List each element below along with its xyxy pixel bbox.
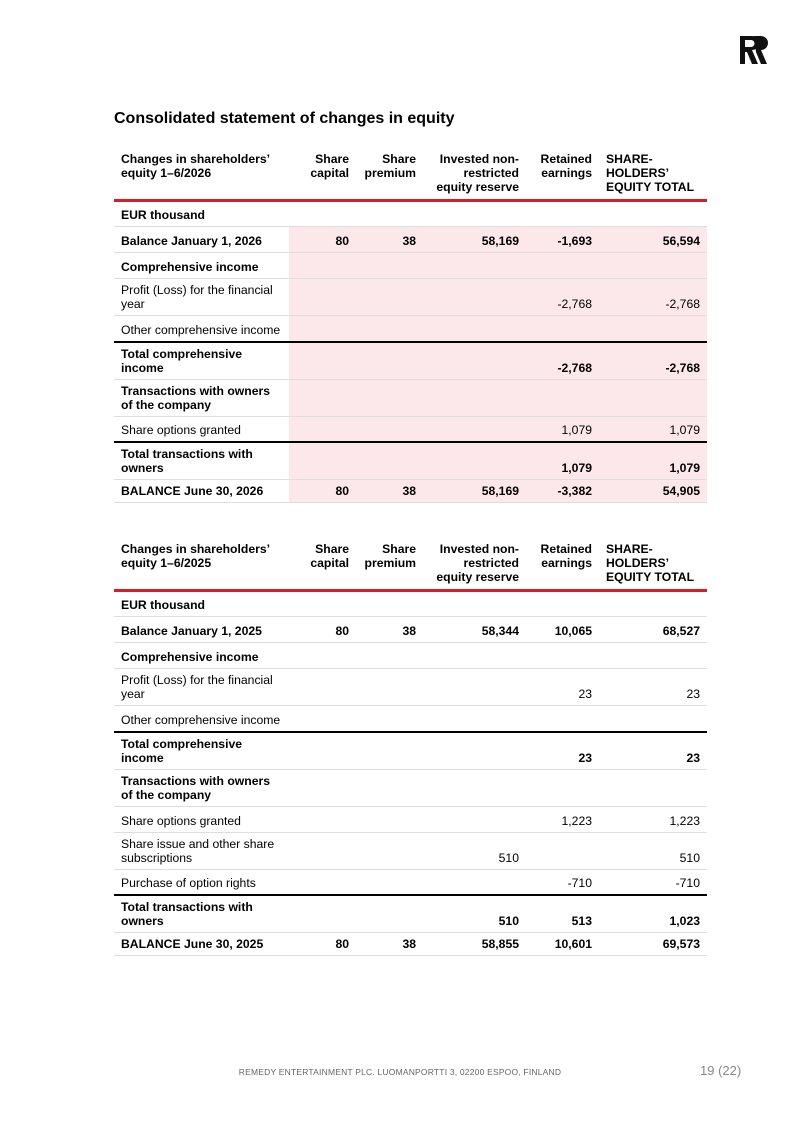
- cell-value: 56,594: [599, 227, 707, 253]
- table-row: [114, 669, 707, 706]
- column-header: Changes in shareholders’ equity 1–6/2025: [114, 538, 289, 591]
- row-label: Purchase of option rights: [114, 869, 289, 895]
- table-row: [114, 732, 707, 770]
- column-header: Share premium: [356, 538, 423, 591]
- cell-value: 58,169: [423, 480, 526, 503]
- row-label: BALANCE June 30, 2025: [114, 933, 289, 956]
- cell-value: 80: [289, 933, 356, 956]
- row-label: EUR thousand: [114, 201, 289, 227]
- table-row: [114, 253, 707, 279]
- equity-table-2025: [114, 538, 707, 956]
- cell-value: 38: [356, 617, 423, 643]
- table-row: [114, 869, 707, 895]
- table-row: [114, 617, 707, 643]
- cell-value: 1,223: [599, 806, 707, 832]
- cell-value: 68,527: [599, 617, 707, 643]
- page-number: 19 (22): [700, 1063, 742, 1078]
- cell-value: 38: [356, 480, 423, 503]
- page-footer: REMEDY ENTERTAINMENT PLC. LUOMANPORTTI 3, 02200 ESPOO, FINLAND: [238, 1067, 562, 1077]
- row-label: BALANCE June 30, 2026: [114, 480, 289, 503]
- table-header-row: [114, 148, 707, 201]
- cell-value: 1,079: [526, 416, 599, 442]
- table-row: [114, 806, 707, 832]
- cell-value: 510: [423, 895, 526, 933]
- cell-value: 69,573: [599, 933, 707, 956]
- table-row: [114, 342, 707, 380]
- cell-value: 23: [526, 732, 599, 770]
- table-row: [114, 227, 707, 253]
- table-row: [114, 201, 707, 227]
- table-row: [114, 832, 707, 869]
- cell-value: 1,023: [599, 895, 707, 933]
- table-header-row: [114, 538, 707, 591]
- table-row: [114, 442, 707, 480]
- row-label: Total comprehensive income: [114, 732, 289, 770]
- table-row: [114, 379, 707, 416]
- column-header: Retained earnings: [526, 148, 599, 201]
- table-row: [114, 279, 707, 316]
- cell-value: -1,693: [526, 227, 599, 253]
- row-label: Comprehensive income: [114, 253, 289, 279]
- cell-value: 80: [289, 480, 356, 503]
- row-label: Profit (Loss) for the financial year: [114, 669, 289, 706]
- column-header: Changes in shareholders’ equity 1–6/2026: [114, 148, 289, 201]
- row-label: Total transactions with owners: [114, 895, 289, 933]
- cell-value: 58,855: [423, 933, 526, 956]
- page-title: Consolidated statement of changes in equity: [114, 110, 455, 127]
- row-label: EUR thousand: [114, 591, 289, 617]
- cell-value: 80: [289, 227, 356, 253]
- cell-value: 58,169: [423, 227, 526, 253]
- cell-value: 58,344: [423, 617, 526, 643]
- column-header: Share premium: [356, 148, 423, 201]
- cell-value: 510: [599, 832, 707, 869]
- cell-value: -710: [526, 869, 599, 895]
- row-label: Share options granted: [114, 806, 289, 832]
- remedy-logo-icon: [740, 36, 768, 64]
- cell-value: -2,768: [526, 342, 599, 380]
- column-header: Invested non-restricted equity reserve: [423, 148, 526, 201]
- row-label: Transactions with owners of the company: [114, 379, 289, 416]
- row-label: Other comprehensive income: [114, 706, 289, 732]
- cell-value: 80: [289, 617, 356, 643]
- table-row: [114, 933, 707, 956]
- row-label: Profit (Loss) for the financial year: [114, 279, 289, 316]
- column-header: SHARE-HOLDERS’ EQUITY TOTAL: [599, 538, 707, 591]
- cell-value: 510: [423, 832, 526, 869]
- cell-value: 1,079: [599, 416, 707, 442]
- cell-value: 23: [526, 669, 599, 706]
- cell-value: 10,065: [526, 617, 599, 643]
- cell-value: -2,768: [599, 279, 707, 316]
- table-row: [114, 769, 707, 806]
- cell-value: -2,768: [599, 342, 707, 380]
- row-label: Other comprehensive income: [114, 316, 289, 342]
- column-header: Share capital: [289, 538, 356, 591]
- cell-value: 1,079: [599, 442, 707, 480]
- cell-value: -2,768: [526, 279, 599, 316]
- table-row: [114, 706, 707, 732]
- row-label: Balance January 1, 2025: [114, 617, 289, 643]
- cell-value: 38: [356, 227, 423, 253]
- table-row: [114, 591, 707, 617]
- cell-value: 513: [526, 895, 599, 933]
- cell-value: -3,382: [526, 480, 599, 503]
- row-label: Comprehensive income: [114, 643, 289, 669]
- row-label: Balance January 1, 2026: [114, 227, 289, 253]
- cell-value: 1,079: [526, 442, 599, 480]
- cell-value: 54,905: [599, 480, 707, 503]
- cell-value: -710: [599, 869, 707, 895]
- column-header: SHARE-HOLDERS’ EQUITY TOTAL: [599, 148, 707, 201]
- table-row: [114, 416, 707, 442]
- table-row: [114, 895, 707, 933]
- cell-value: 38: [356, 933, 423, 956]
- row-label: Total transactions with owners: [114, 442, 289, 480]
- cell-value: 23: [599, 669, 707, 706]
- column-header: Retained earnings: [526, 538, 599, 591]
- table-row: [114, 316, 707, 342]
- cell-value: 10,601: [526, 933, 599, 956]
- row-label: Share options granted: [114, 416, 289, 442]
- cell-value: 23: [599, 732, 707, 770]
- column-header: Invested non-restricted equity reserve: [423, 538, 526, 591]
- row-label: Transactions with owners of the company: [114, 769, 289, 806]
- table-row: [114, 643, 707, 669]
- equity-table-2026: [114, 148, 707, 503]
- table-row: [114, 480, 707, 503]
- row-label: Share issue and other share subscriptions: [114, 832, 289, 869]
- column-header: Share capital: [289, 148, 356, 201]
- cell-value: 1,223: [526, 806, 599, 832]
- row-label: Total comprehensive income: [114, 342, 289, 380]
